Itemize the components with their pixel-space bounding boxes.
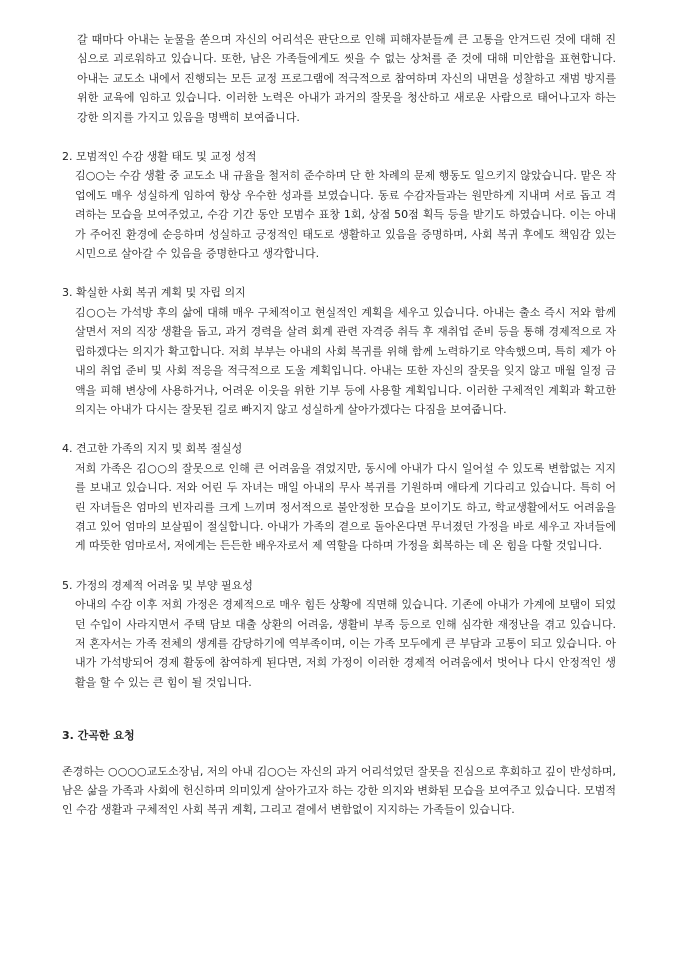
- section-3: [62, 283, 616, 419]
- request-heading: 3. 간곡한 요청: [62, 729, 135, 743]
- section-body: 아내의 수감 이후 저희 가정은 경제적으로 매우 힘든 상황에 직면해 있습니다. 기존에 아내가 가계에 보탬이 되었던 수입이 사라지면서 주택 담보 대출 상환의 어려움, 생활비 부족 등으로 인해 심각한 재정난을 겪고 있습니다. 저 혼자서는 가족 전체의 생계를 감당하기에 역부족이며, 이는 가족 모두에게 큰 부담과 고통이 되고 있습니다. 아내가 가석방되어 경제 활동에 참여하게 된다면, 저희 가정이 이러한 경제적 어려움에서 벗어나 다시 안정적인 생활을 할 수 있는 큰 힘이 될 것입니다.: [75, 598, 616, 689]
- section-5: [62, 576, 616, 692]
- intro-continuation-paragraph: 갈 때마다 아내는 눈물을 쏟으며 자신의 어리석은 판단으로 인해 피해자분들께 큰 고통을 안겨드린 것에 대해 진심으로 괴로워하고 있습니다. 또한, 남은 가족들에게도 씻을 수 없는 상처를 준 것에 대해 미안함을 표현합니다. 아내는 교도소 내에서 진행되는 모든 교정 프로그램에 적극적으로 참여하며 자신의 내면을 성찰하고 재범 방지를 위한 교육에 임하고 있습니다. 이러한 노력은 아내가 과거의 잘못을 청산하고 새로운 사람으로 태어나고자 하는 강한 의지를 가지고 있음을 명백히 보여줍니다.: [77, 33, 616, 124]
- section-title: 5. 가정의 경제적 어려움 및 부양 필요성: [62, 578, 253, 592]
- request-paragraph: 존경하는 ○○○○교도소장님, 저의 아내 김○○는 자신의 과거 어리석었던 잘못을 진심으로 후회하고 깊이 반성하며, 남은 삶을 가족과 사회에 헌신하며 의미있게 살아가고자 하는 강한 의지와 변화된 모습을 보여주고 있습니다. 모범적인 수감 생활과 구체적인 사회 복귀 계획, 그리고 곁에서 변함없이 지지하는 가족들이 있습니다.: [62, 764, 616, 817]
- section-body: 김○○는 가석방 후의 삶에 대해 매우 구체적이고 현실적인 계획을 세우고 있습니다. 아내는 출소 즉시 저와 함께 살면서 저의 직장 생활을 돕고, 과거 경력을 살려 회계 관련 자격증 취득 후 재취업 준비 등을 통해 경제적으로 자립하겠다는 의지가 확고합니다. 저희 부부는 아내의 사회 복귀를 위해 함께 노력하기로 약속했으며, 특히 제가 아내의 취업 준비 및 사회 적응을 적극적으로 도울 계획입니다. 아내는 또한 자신의 잘못을 잊지 않고 매월 일정 금액을 피해 변상에 사용하거나, 어려운 이웃을 위한 기부 등에 사용할 계획입니다. 이러한 구체적인 계획과 확고한 의지는 아내가 다시는 잘못된 길로 빠지지 않고 성실하게 살아가겠다는 다짐을 보여줍니다.: [75, 305, 616, 416]
- section-title: 2. 모범적인 수감 생활 태도 및 교정 성적: [62, 150, 257, 164]
- section-title: 4. 견고한 가족의 지지 및 회복 절실성: [62, 442, 243, 456]
- section-title: 3. 확실한 사회 복귀 계획 및 자립 의지: [62, 286, 246, 300]
- section-4: [62, 439, 616, 555]
- section-2: [62, 147, 616, 263]
- section-body: 저희 가족은 김○○의 잘못으로 인해 큰 어려움을 겪었지만, 동시에 아내가 다시 일어설 수 있도록 변함없는 지지를 보내고 있습니다. 저와 어린 두 자녀는 매일 아내의 무사 복귀를 기원하며 애타게 기다리고 있습니다. 특히 어린 자녀들은 엄마의 빈자리를 크게 느끼며 정서적으로 불안정한 모습을 보이기도 하고, 학교생활에서도 어려움을 겪고 있어 엄마의 보살핌이 절실합니다. 아내가 가족의 곁으로 돌아온다면 무너졌던 가정을 바로 세우고 자녀들에게 따뜻한 엄마로서, 저에게는 든든한 배우자로서 제 역할을 다하며 가정을 회복하는 데 온 힘을 다할 것입니다.: [75, 461, 616, 553]
- section-body: 김○○는 수감 생활 중 교도소 내 규율을 철저히 준수하며 단 한 차례의 문제 행동도 일으키지 않았습니다. 맡은 작업에도 매우 성실하게 임하여 항상 우수한 성과를 보였습니다. 동료 수감자들과는 원만하게 지내며 서로 돕고 격려하는 모습을 보여주었고, 수감 기간 동안 모범수 표창 1회, 상점 50점 획득 등을 받기도 하였습니다. 이는 아내가 주어진 환경에 순응하며 성실하고 긍정적인 태도로 생활하고 있음을 증명하며, 사회 복귀 후에도 책임감 있는 시민으로 살아갈 수 있음을 증명한다고 생각합니다.: [75, 169, 616, 261]
